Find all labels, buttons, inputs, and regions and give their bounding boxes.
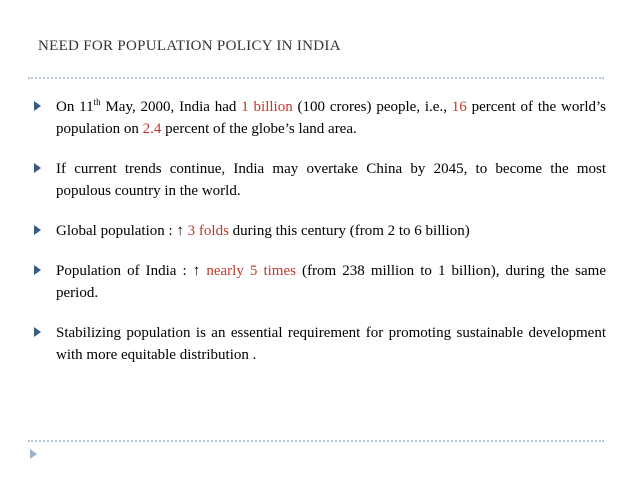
bullet-3-highlight: 3 folds	[187, 223, 229, 239]
bullet-arrow-icon	[34, 265, 41, 275]
bullet-5-text: Stabilizing population is an essential requirement for promoting sustainable development with more equitable distribution .	[56, 325, 606, 363]
bullet-1-text-c: (100 crores) people, i.e.,	[292, 99, 452, 115]
bullet-1-text-d: percent of the world’s population on	[56, 99, 607, 137]
bullet-arrow-icon	[34, 327, 41, 337]
bullet-1-highlight-land: 2.4	[142, 121, 162, 137]
bullet-3-text-b: during this century (from 2 to 6 billion)	[228, 223, 470, 239]
bullet-1-highlight-percent: 16	[451, 99, 467, 115]
bullet-1-highlight-billion: 1 billion	[241, 99, 293, 115]
bullet-item-4	[34, 260, 606, 304]
bullet-1-text-b: May, 2000, India had	[100, 99, 242, 115]
bullet-item-3	[34, 220, 606, 242]
bullet-item-1	[34, 96, 606, 140]
bullet-4-text-a: Population of India : ↑	[56, 263, 207, 279]
bullet-4-text-b: (from 238 million to 1 billion), during the same period.	[56, 263, 606, 301]
bullet-item-2	[34, 158, 606, 202]
bullet-1-text-e: percent of the globe’s land area.	[161, 121, 357, 137]
bullet-1-text-a: On 11	[56, 99, 94, 115]
bullet-arrow-icon	[34, 101, 41, 111]
bullet-1-superscript: th	[93, 97, 101, 107]
bullet-item-5	[34, 322, 606, 366]
footer-divider	[28, 440, 604, 442]
bullet-3-text-a: Global population : ↑	[56, 223, 188, 239]
slide-title: NEED FOR POPULATION POLICY IN INDIA	[38, 38, 341, 54]
bullet-arrow-icon	[34, 225, 41, 235]
bullet-2-text: If current trends continue, India may overtake China by 2045, to become the most populous country in the world.	[56, 161, 606, 199]
title-divider	[28, 77, 604, 79]
bullet-4-highlight: nearly 5 times	[206, 263, 296, 279]
footer-arrow-icon	[30, 449, 37, 459]
bullet-arrow-icon	[34, 163, 41, 173]
bullet-list	[34, 96, 606, 384]
